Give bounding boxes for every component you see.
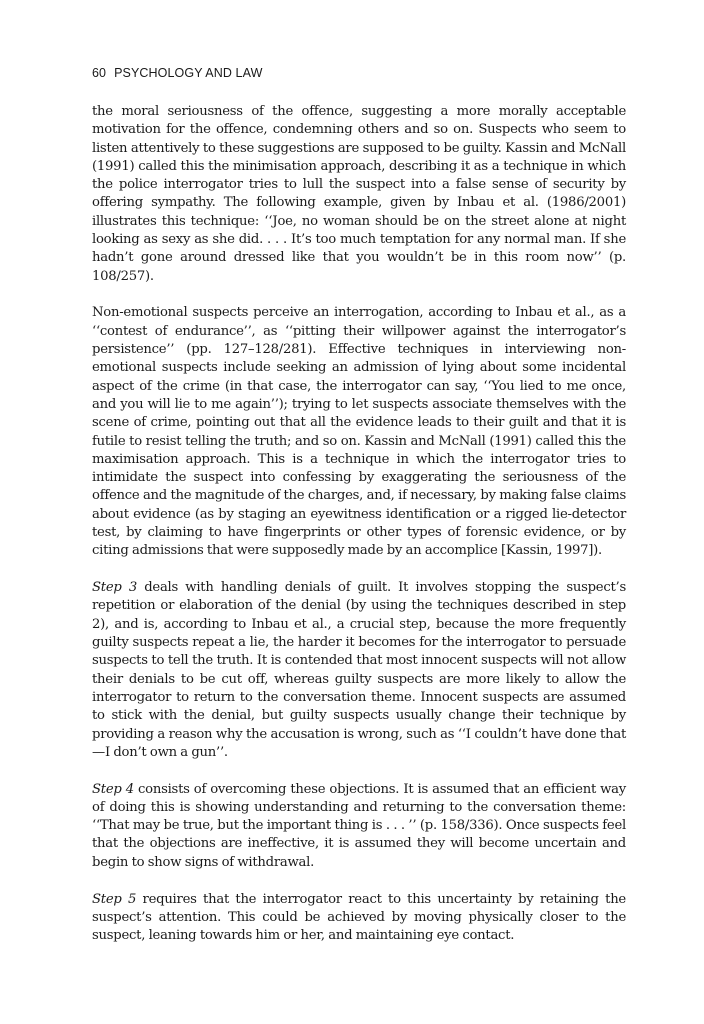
running-title: PSYCHOLOGY AND LAW (114, 66, 263, 80)
paragraph-step-3 (92, 579, 626, 762)
paragraph-text: requires that the interrogator react to this uncertainty by retaining the suspect’s attention. This could be achieved by moving physically closer to the suspect, leaning towards him or her, and maintaining eye contact. (92, 891, 626, 944)
step-label: Step 3 (92, 580, 137, 596)
paragraph-text: Non-emotional suspects perceive an interrogation, according to Inbau et al., as a ‘‘contest of endurance’’, as ‘‘pitting their willpower against the interrogator’s persistence’’ (pp. 127–128/281). Effective techniques in interviewing non-emotional suspects include seeking an admission of lying about some incidental aspect of the crime (in that case, the interrogator can say, ‘‘You lied to me once, and you will lie to me again’’); trying to let suspects associate themselves with the scene of crime, pointing out that all the evidence leads to their guilt and that it is futile to resist telling the truth; and so on. Kassin and McNall (1991) called this the maximisation approach. This is a technique in which the interrogator tries to intimidate the suspect into confessing by exaggerating the seriousness of the offence and the magnitude of the charges, and, if necessary, by making false claims about evidence (as by staging an eyewitness identification or a rigged lie-detector test, by claiming to have fingerprints or other types of forensic evidence, or by citing admissions that were supposedly made by an accomplice [Kassin, 1997]). (92, 305, 626, 559)
paragraph-text: consists of overcoming these objections. It is assumed that an efficient way of doing this is showing understanding and returning to the conversation theme: ‘‘That may be true, but the important thing is . . . ’’ (p. 158/336). Once suspects feel that the objections are ineffective, it is assumed they will become uncertain and begin to show signs of withdrawal. (92, 781, 626, 870)
book-page (92, 64, 626, 964)
paragraph-minimisation (92, 103, 626, 286)
paragraph-step-5 (92, 891, 626, 946)
step-label: Step 4 (92, 781, 134, 797)
page-number: 60 (92, 66, 107, 80)
paragraph-text: the moral seriousness of the offence, suggesting a more morally acceptable motivation for the offence, condemning others and so on. Suspects who seem to listen attentively to these suggestions are supposed to be guilty. Kassin and McNall (1991) called this the minimisation approach, describing it as a technique in which the police interrogator tries to lull the suspect into a false sense of security by offering sympathy. The following example, given by Inbau et al. (1986/2001) illustrates this technique: ‘‘Joe, no woman should be on the street alone at night looking as sexy as she did. . . . It’s too much temptation for any normal man. If she hadn’t gone around dressed like that you wouldn’t be in this room now’’ (p. 108/257). (92, 104, 626, 284)
step-label: Step 5 (92, 891, 137, 907)
paragraph-maximisation (92, 304, 626, 560)
paragraph-step-4 (92, 781, 626, 872)
paragraph-text: deals with handling denials of guilt. It involves stopping the suspect’s repetition or elaboration of the denial (by using the techniques described in step 2), and is, according to Inbau et al., a crucial step, because the more frequently guilty suspects repeat a lie, the harder it becomes for the interrogator to persuade suspects to tell the truth. It is contended that most innocent suspects will not allow their denials to be cut off, whereas guilty suspects are more likely to allow the interrogator to return to the conversation theme. Innocent suspects are assumed to stick with the denial, but guilty suspects usually change their technique by providing a reason why the accusation is wrong, such as ‘‘I couldn’t have done that—I don’t own a gun’’. (92, 580, 627, 760)
running-header (92, 64, 626, 82)
